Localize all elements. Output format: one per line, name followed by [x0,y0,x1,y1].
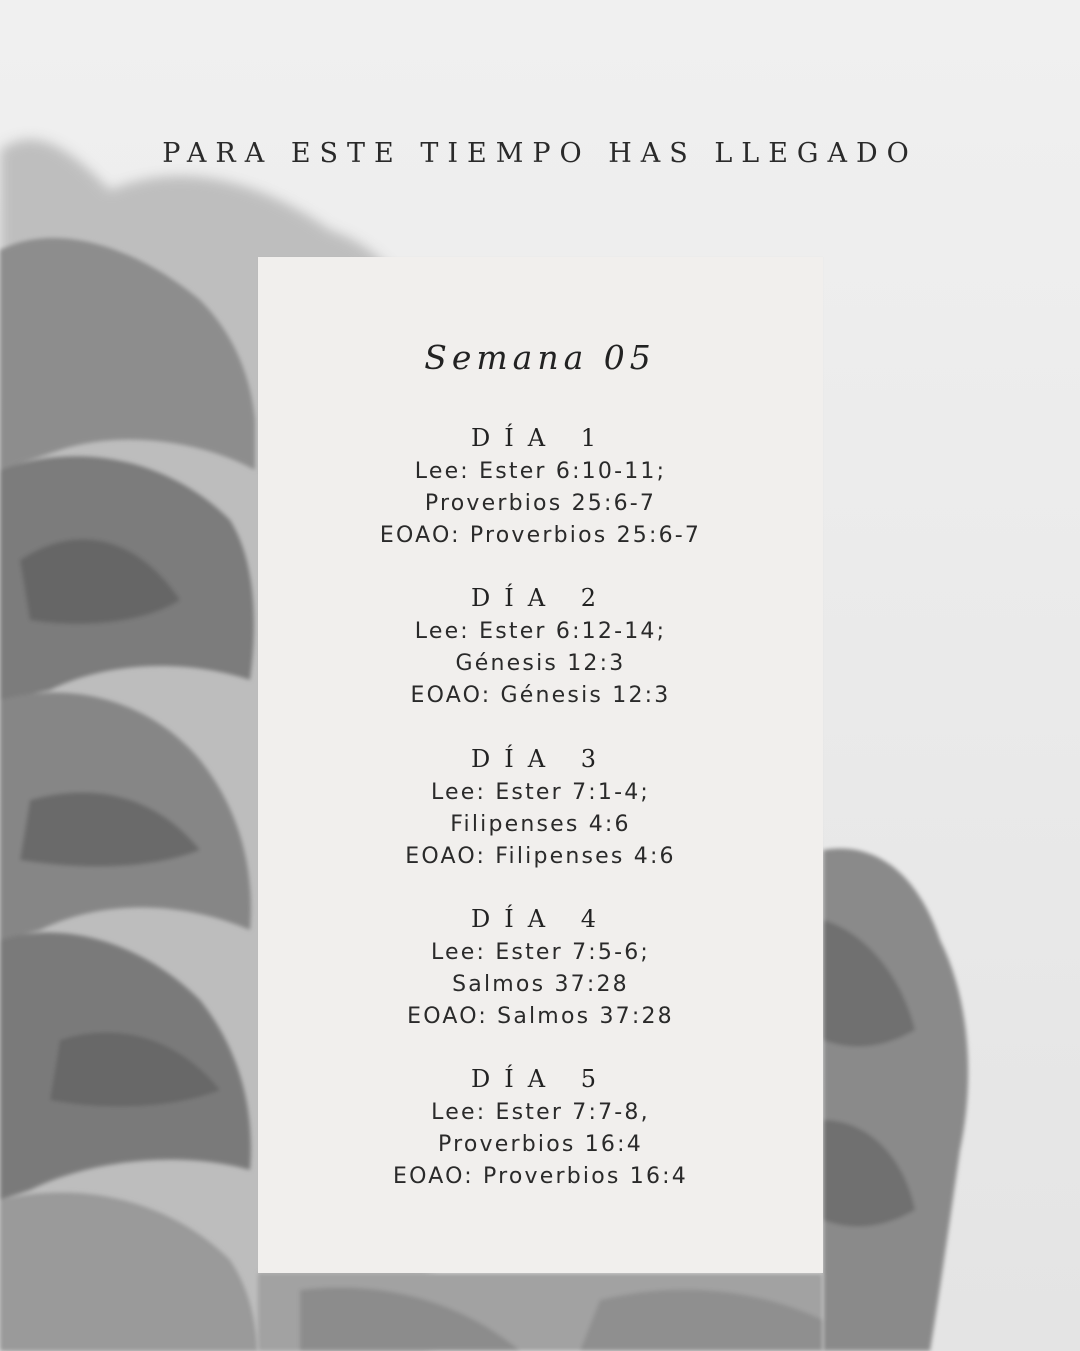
eoao-line: EOAO: Filipenses 4:6 [405,844,676,869]
reading-line: Proverbios 25:6-7 [424,491,657,516]
reading-line: Lee: Ester 7:5-6; [430,940,651,965]
eoao-line: EOAO: Proverbios 25:6-7 [379,523,702,548]
eoao-line: EOAO: Salmos 37:28 [407,1004,674,1029]
eoao-line: EOAO: Proverbios 16:4 [393,1164,688,1189]
reading-line: Lee: Ester 7:7-8, [431,1100,650,1125]
day-3-section [258,741,823,873]
day-5-section [258,1061,823,1193]
day-title: DÍA 1 [471,424,610,452]
reading-line: Salmos 37:28 [452,972,629,997]
reading-line: Lee: Ester 6:10-11; [414,459,667,484]
day-title: DÍA 3 [471,745,610,773]
reading-line: Lee: Ester 7:1-4; [430,780,651,805]
day-2-section [258,580,823,712]
day-1-section [258,420,823,552]
reading-line: Filipenses 4:6 [450,812,631,837]
day-title: DÍA 5 [471,1065,610,1093]
reading-line: Génesis 12:3 [455,651,626,676]
page-title: PARA ESTE TIEMPO HAS LLEGADO [162,138,918,169]
day-title: DÍA 4 [471,905,610,933]
eoao-line: EOAO: Génesis 12:3 [410,683,671,708]
reading-line: Proverbios 16:4 [438,1132,643,1157]
reading-line: Lee: Ester 6:12-14; [414,619,667,644]
day-title: DÍA 2 [471,584,610,612]
day-4-section [258,901,823,1033]
week-title: Semana 05 [424,338,656,377]
